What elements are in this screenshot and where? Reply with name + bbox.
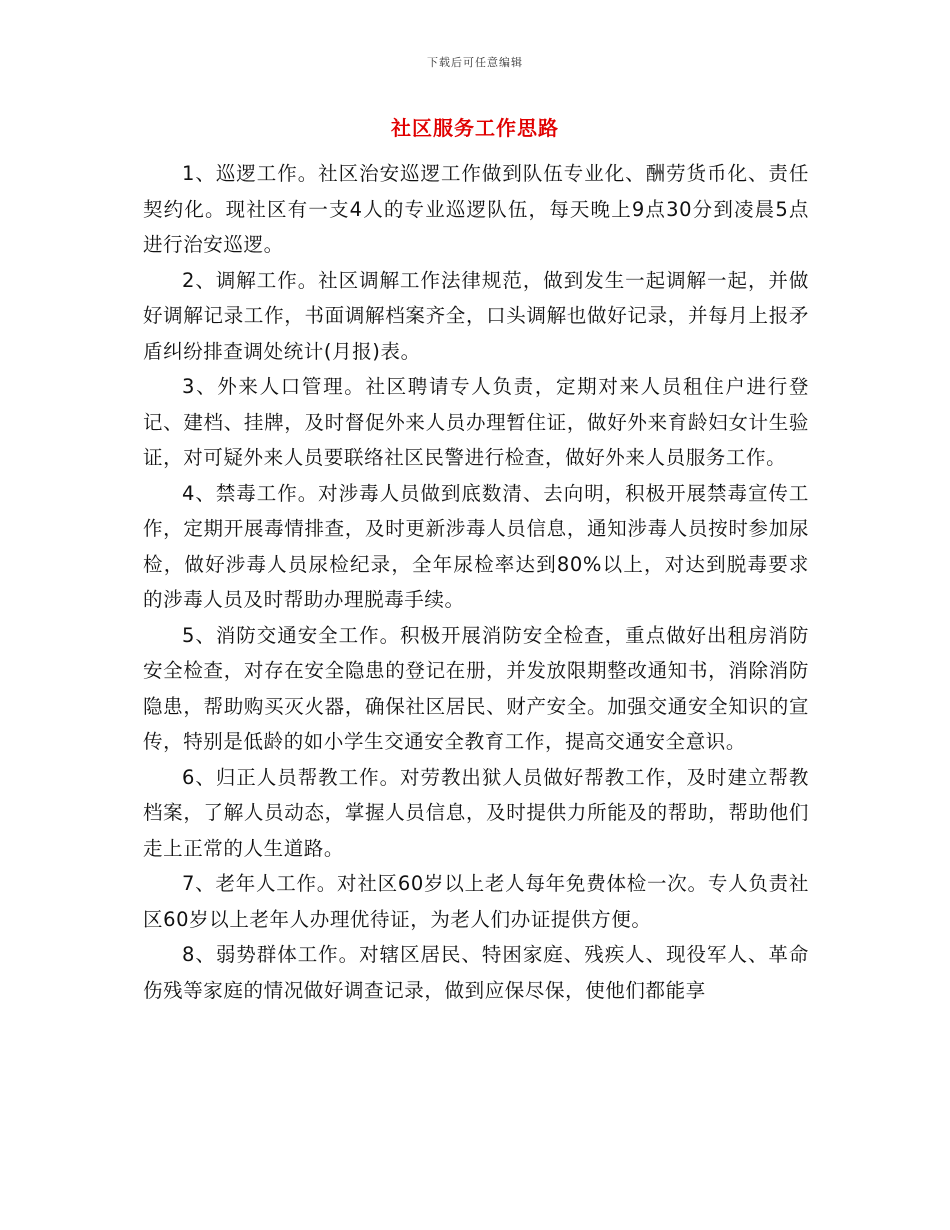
- document-title: 社区服务工作思路: [391, 116, 559, 140]
- paragraph-drug-control: 4、禁毒工作。对涉毒人员做到底数清、去向明，积极开展禁毒宣传工作，定期开展毒情排查，及时更新涉毒人员信息，通知涉毒人员按时参加尿检，做好涉毒人员尿检纪录，全年尿检率达到80%以上，对达到脱毒要求的涉毒人员及时帮助办理脱毒手续。: [143, 481, 809, 611]
- document-body: [143, 156, 809, 1008]
- page-header-note: 下载后可任意编辑: [427, 56, 523, 69]
- paragraph-migrant-management: 3、外来人口管理。社区聘请专人负责，定期对来人员租住户进行登记、建档、挂牌，及时督促外来人员办理暂住证，做好外来育龄妇女计生验证，对可疑外来人员要联络社区民警进行检查，做好外来人员服务工作。: [143, 375, 809, 469]
- paragraph-elderly: 7、老年人工作。对社区60岁以上老人每年免费体检一次。专人负责社区60岁以上老年人办理优待证，为老人们办证提供方便。: [143, 872, 809, 931]
- paragraph-rehabilitation: 6、归正人员帮教工作。对劳教出狱人员做好帮教工作，及时建立帮教档案，了解人员动态，掌握人员信息，及时提供力所能及的帮助，帮助他们走上正常的人生道路。: [143, 765, 809, 860]
- paragraph-fire-traffic-safety: 5、消防交通安全工作。积极开展消防安全检查，重点做好出租房消防安全检查，对存在安全隐患的登记在册，并发放限期整改通知书，消除消防隐患，帮助购买灭火器，确保社区居民、财产安全。加强交通安全知识的宣传，特别是低龄的如小学生交通安全教育工作，提高交通安全意识。: [143, 623, 809, 753]
- paragraph-mediation: 2、调解工作。社区调解工作法律规范，做到发生一起调解一起，并做好调解记录工作，书面调解档案齐全，口头调解也做好记录，并每月上报矛盾纠纷排查调处统计(月报)表。: [143, 268, 809, 363]
- paragraph-vulnerable-groups: 8、弱势群体工作。对辖区居民、特困家庭、残疾人、现役军人、革命伤残等家庭的情况做好调查记录，做到应保尽保，使他们都能享: [143, 943, 809, 1002]
- paragraph-patrol: 1、巡逻工作。社区治安巡逻工作做到队伍专业化、酬劳货币化、责任契约化。现社区有一支4人的专业巡逻队伍，每天晚上9点30分到凌晨5点进行治安巡逻。: [143, 162, 809, 256]
